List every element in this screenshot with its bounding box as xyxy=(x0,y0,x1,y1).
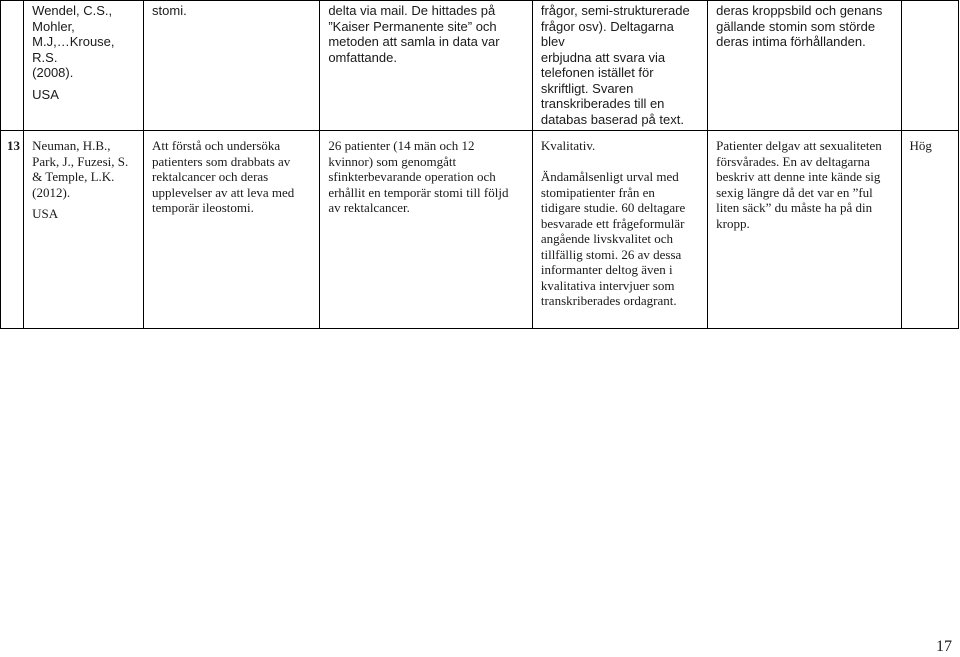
quality-cell: Hög xyxy=(901,131,958,329)
country-text: USA xyxy=(32,206,59,221)
participants-cell: delta via mail. De hittades på ”Kaiser Permanente site” och metoden att samla in data var omfattande. xyxy=(320,1,533,131)
method-cell: Kvalitativ. Ändamålsenligt urval med stomipatienter från en tidigare studie. 60 deltagare besvarade ett frågeformulär angående livskvalitet och tillfällig stomi. 26 av dessa informanter deltog även i kvalitativa intervjuer som transkriberades ordagrant. xyxy=(532,131,707,329)
authors-text: Wendel, C.S., Mohler, M.J,…Krouse, R.S. (2008). xyxy=(32,3,115,80)
aim-cell: stomi. xyxy=(144,1,320,131)
table-row xyxy=(1,131,959,329)
row-number-cell: 13 xyxy=(1,131,24,329)
aim-cell: Att förstå och undersöka patienters som drabbats av rektalcancer och deras upplevelser av att leva med temporär ileostomi. xyxy=(144,131,320,329)
quality-cell xyxy=(901,1,958,131)
authors-cell xyxy=(24,1,144,131)
country-text: USA xyxy=(32,86,59,102)
result-cell: deras kroppsbild och genans gällande stomin som störde deras intima förhållanden. xyxy=(708,1,901,131)
participants-cell: 26 patienter (14 män och 12 kvinnor) som genomgått sfinkterbevarande operation och erhållit en temporär stomi till följd av rektalcancer. xyxy=(320,131,533,329)
result-cell: Patienter delgav att sexualiteten försvårades. En av deltagarna beskriv att denne inte kände sig sexig längre då det var en ”ful liten säck” du måste ha på din kropp. xyxy=(708,131,901,329)
authors-cell xyxy=(24,131,144,329)
row-number-cell xyxy=(1,1,24,131)
page-number: 17 xyxy=(936,638,952,655)
authors-text: Neuman, H.B., Park, J., Fuzesi, S. & Temple, L.K. (2012). xyxy=(32,138,129,200)
method-cell: frågor, semi-strukturerade frågor osv). Deltagarna blev erbjudna att svara via telefonen istället för skriftligt. Svaren transkriberades till en databas baserad på text. xyxy=(532,1,707,131)
table-row xyxy=(1,1,959,131)
